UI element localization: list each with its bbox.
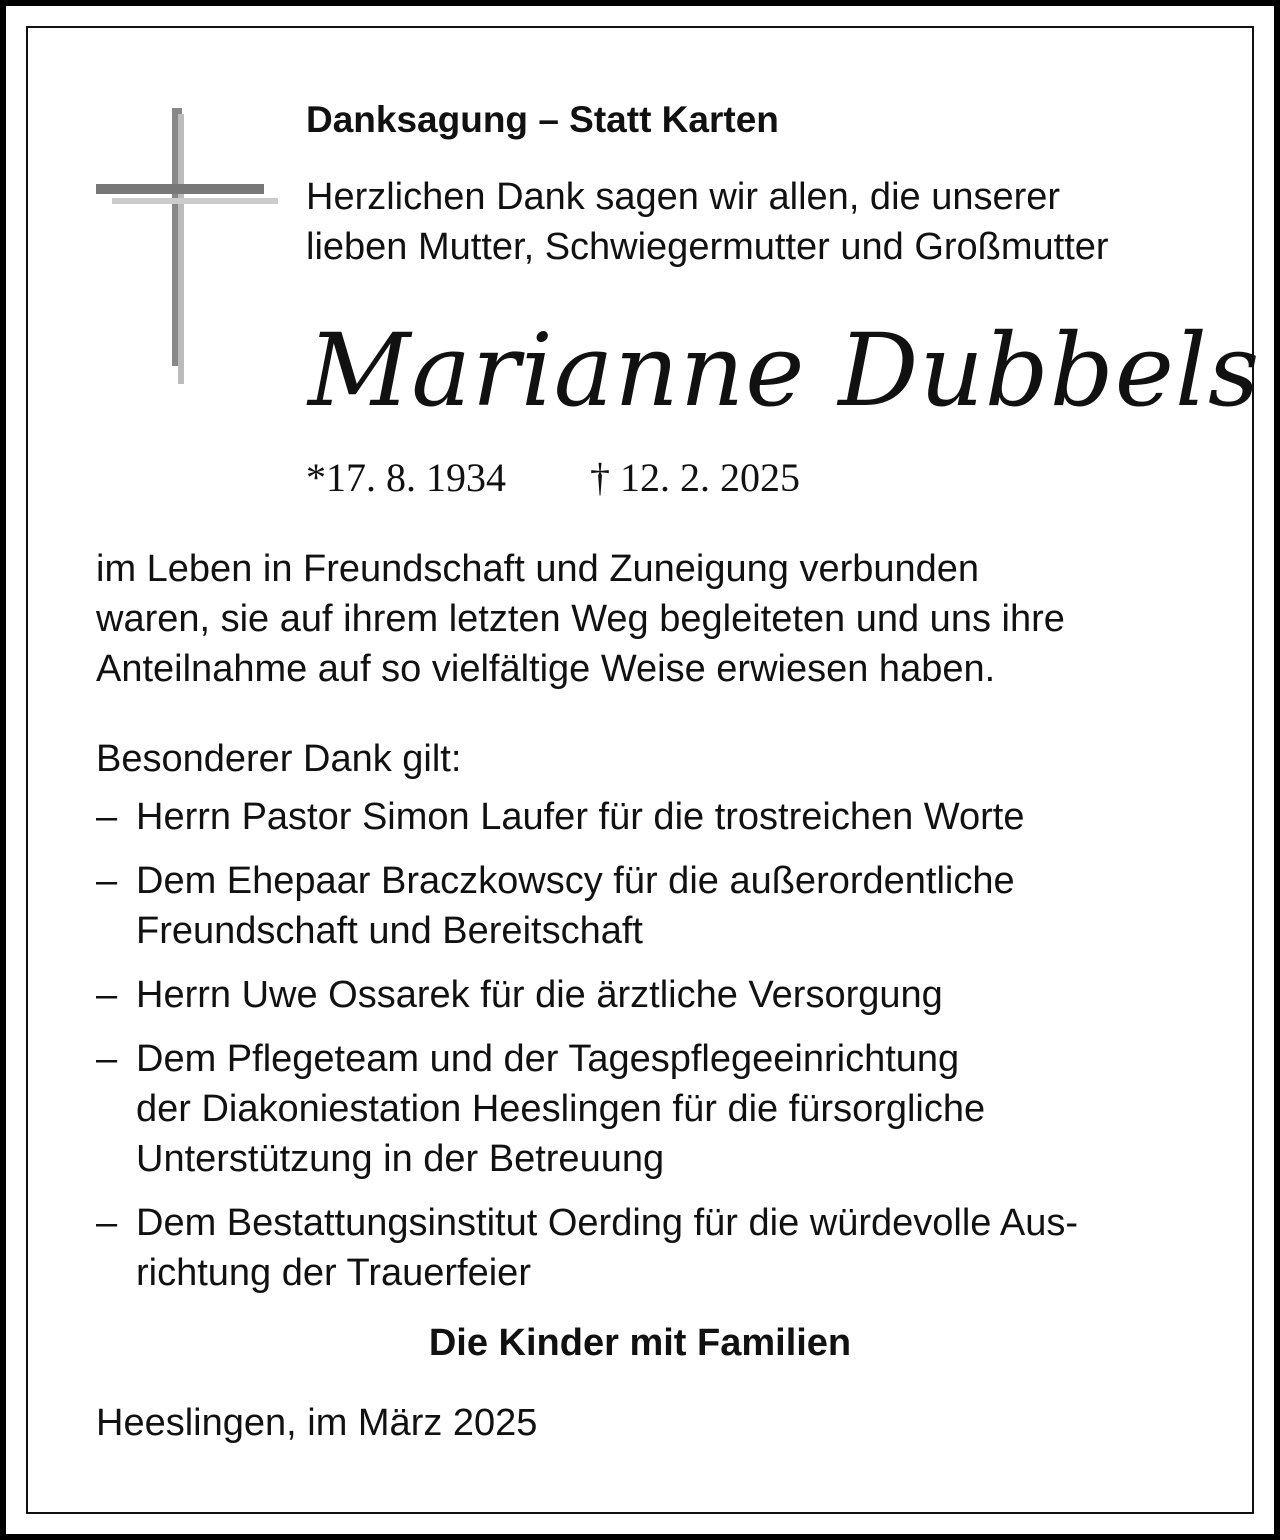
death-date: † 12. 2. 2025 xyxy=(590,455,800,500)
thanks-list xyxy=(96,792,1246,1312)
thanks-item xyxy=(96,856,1246,956)
thanks-item xyxy=(96,1034,1246,1184)
thanks-line: Dem Bestattungsinstitut Oerding für die würdevolle Aus- xyxy=(136,1202,1079,1244)
thanks-item xyxy=(96,970,1246,1020)
thanks-line: der Diakoniestation Heeslingen für die fürsorgliche xyxy=(136,1088,986,1130)
body-text xyxy=(96,544,1236,694)
signature: Die Kinder mit Familien xyxy=(428,1322,852,1364)
thanks-title: Besonderer Dank gilt: xyxy=(96,738,462,780)
place-date: Heeslingen, im März 2025 xyxy=(96,1402,538,1444)
thanks-item xyxy=(96,792,1246,842)
body-line: Anteilnahme auf so vielfältige Weise erwiesen haben. xyxy=(96,648,996,690)
birth-date: *17. 8. 1934 xyxy=(306,455,506,500)
thanks-line: Freundschaft und Bereitschaft xyxy=(136,910,643,952)
body-line: waren, sie auf ihrem letzten Weg begleiteten und uns ihre xyxy=(96,598,1065,640)
thanks-line: Herrn Uwe Ossarek für die ärztliche Versorgung xyxy=(136,974,943,1016)
dash-bullet: – xyxy=(96,1038,118,1080)
dash-bullet: – xyxy=(96,1202,118,1244)
dash-bullet: – xyxy=(96,860,118,902)
life-dates xyxy=(306,452,800,504)
thanks-line: Herrn Pastor Simon Laufer für die trostreichen Worte xyxy=(136,796,1025,838)
intro-line: lieben Mutter, Schwiegermutter und Großmutter xyxy=(306,226,1109,268)
cross-icon xyxy=(86,100,286,390)
heading: Danksagung – Statt Karten xyxy=(306,99,779,140)
intro-line: Herzlichen Dank sagen wir allen, die unserer xyxy=(306,176,1061,218)
thanks-item xyxy=(96,1198,1246,1298)
obituary-card xyxy=(6,6,1274,1534)
dash-bullet: – xyxy=(96,796,118,838)
thanks-line: richtung der Trauerfeier xyxy=(136,1252,531,1294)
body-line: im Leben in Freundschaft und Zuneigung verbunden xyxy=(96,548,980,590)
deceased-name: Marianne Dubbels xyxy=(308,312,1261,429)
thanks-line: Dem Pflegeteam und der Tagespflegeeinrichtung xyxy=(136,1038,960,1080)
intro-text xyxy=(306,172,1246,272)
thanks-line: Unterstützung in der Betreuung xyxy=(136,1138,665,1180)
thanks-line: Dem Ehepaar Braczkowscy für die außerordentliche xyxy=(136,860,1015,902)
dash-bullet: – xyxy=(96,974,118,1016)
